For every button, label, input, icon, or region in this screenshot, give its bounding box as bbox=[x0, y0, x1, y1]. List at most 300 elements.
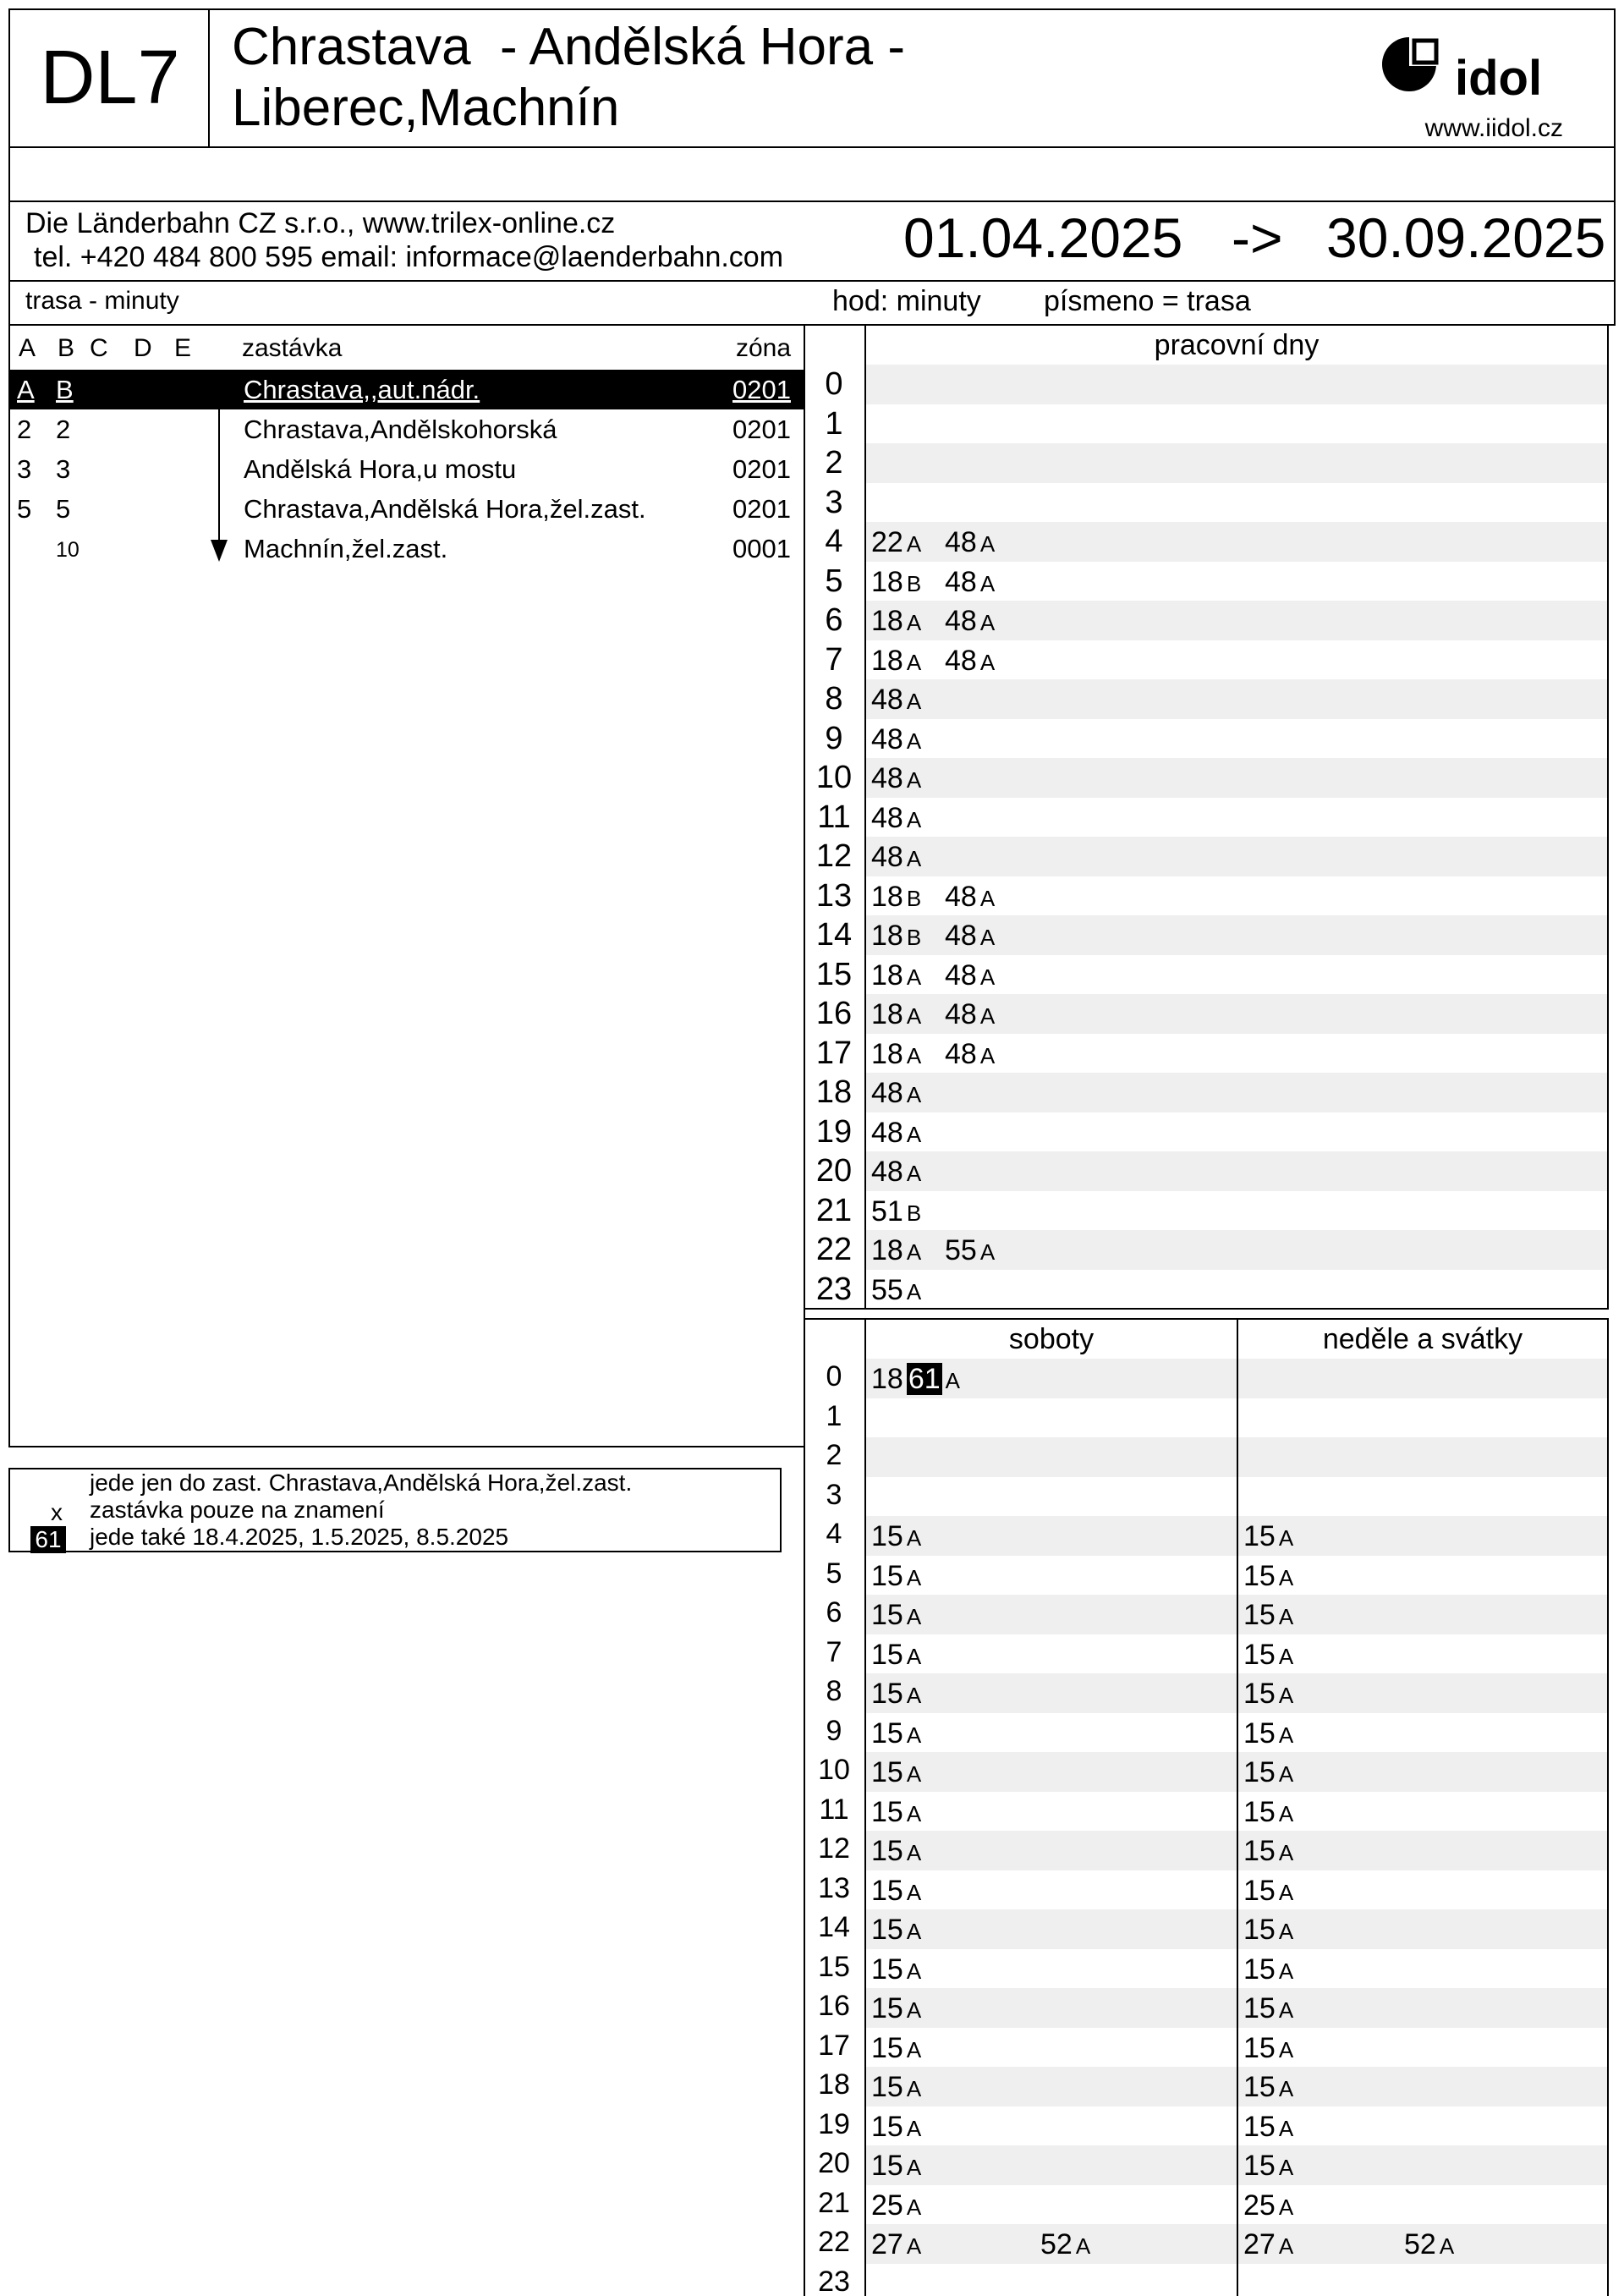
hour-number: 1 bbox=[826, 1399, 842, 1432]
route-letter-c: C bbox=[90, 334, 108, 362]
saturday-cells bbox=[871, 1713, 1235, 1753]
departure-route: A bbox=[906, 1564, 922, 1590]
departure-route: A bbox=[906, 728, 922, 754]
departure-route: A bbox=[906, 1722, 922, 1748]
hour-row bbox=[805, 522, 1607, 562]
hour-number: 15 bbox=[818, 1950, 850, 1983]
departure-route: A bbox=[979, 1239, 996, 1265]
departure bbox=[871, 1520, 921, 1553]
departure-minute: 15 bbox=[1243, 1559, 1276, 1592]
departure bbox=[871, 723, 921, 756]
departure bbox=[871, 1117, 921, 1150]
hour-row bbox=[805, 1949, 1607, 1989]
route-letter-a: A bbox=[19, 334, 36, 362]
stop-time-b: 3 bbox=[56, 454, 71, 484]
departure-route: A bbox=[906, 1683, 922, 1708]
departure-minute: 15 bbox=[1243, 1835, 1276, 1867]
hour-number: 22 bbox=[818, 2226, 850, 2258]
departure-route: A bbox=[1278, 1683, 1294, 1708]
route-title-line2: Liberec,Machnín bbox=[232, 79, 620, 137]
departure bbox=[1243, 1914, 1293, 1947]
departure-route: A bbox=[906, 1161, 922, 1186]
departure-minute: 15 bbox=[1243, 1953, 1276, 1986]
hour-row bbox=[805, 1151, 1607, 1191]
departure bbox=[871, 605, 921, 638]
weekday-title: pracovní dny bbox=[1154, 329, 1320, 361]
departure bbox=[1243, 2111, 1293, 2144]
departure-minute: 15 bbox=[871, 1638, 903, 1671]
departure-minute: 15 bbox=[1243, 1678, 1276, 1710]
stop-zone: 0201 bbox=[732, 415, 791, 444]
hour-number: 12 bbox=[818, 1832, 850, 1865]
hour-number: 15 bbox=[815, 956, 853, 992]
blank-row bbox=[8, 146, 1616, 202]
departure bbox=[1243, 1992, 1293, 2025]
departure-route: A bbox=[906, 846, 922, 871]
sunday-cells bbox=[1243, 1634, 1605, 1674]
departure bbox=[871, 1560, 921, 1593]
departure bbox=[871, 762, 921, 795]
departure-minute: 15 bbox=[871, 1559, 903, 1592]
stop-time-b: 2 bbox=[56, 415, 71, 444]
departure-minute: 18 bbox=[871, 920, 903, 952]
hour-row bbox=[805, 1713, 1607, 1753]
departure-route: A bbox=[979, 1003, 996, 1029]
hour-row bbox=[805, 798, 1607, 838]
departure bbox=[871, 1756, 921, 1789]
stop-zone: 0201 bbox=[732, 494, 791, 524]
departure-minute: 15 bbox=[871, 2071, 903, 2103]
departure-route: A bbox=[906, 1082, 922, 1107]
departure-minute: 48 bbox=[871, 1116, 903, 1149]
sunday-cells bbox=[1243, 2067, 1605, 2106]
departure-cells bbox=[871, 404, 1599, 444]
departure bbox=[1040, 2228, 1090, 2261]
departure-route: A bbox=[906, 1958, 922, 1984]
departure-minute: 55 bbox=[945, 1234, 977, 1266]
hour-row bbox=[805, 876, 1607, 916]
departure bbox=[871, 566, 921, 599]
stop-row[interactable] bbox=[8, 409, 805, 449]
hour-row bbox=[805, 758, 1607, 798]
line-code: DL7 bbox=[40, 36, 180, 120]
departure bbox=[1243, 1678, 1293, 1711]
route-line bbox=[218, 409, 220, 552]
hour-number: 6 bbox=[826, 1596, 842, 1629]
departure-minute: 48 bbox=[871, 801, 903, 834]
departure-minute: 27 bbox=[871, 2228, 903, 2260]
departure-minute: 48 bbox=[871, 762, 903, 794]
legend-text: jede jen do zast. Chrastava,Andělská Hora,žel.zast. bbox=[90, 1469, 633, 1496]
departure-route: A bbox=[906, 1919, 922, 1944]
hour-number: 10 bbox=[818, 1754, 850, 1786]
hour-number: 19 bbox=[818, 2107, 850, 2140]
departure bbox=[1243, 1717, 1293, 1750]
departure-route: A bbox=[906, 1761, 922, 1787]
hour-number: 3 bbox=[825, 484, 843, 520]
departure-minute: 52 bbox=[1040, 2228, 1073, 2260]
departure-note-badge: 61 bbox=[908, 1363, 941, 1395]
departure bbox=[871, 998, 921, 1031]
departure-minute: 15 bbox=[871, 1520, 903, 1552]
departure-route: A bbox=[979, 1042, 996, 1068]
stop-name: Chrastava,,aut.nádr. bbox=[244, 375, 480, 404]
departure bbox=[871, 2111, 921, 2144]
departure bbox=[1243, 2032, 1293, 2065]
hour-row bbox=[805, 1437, 1607, 1477]
sunday-cells bbox=[1243, 1673, 1605, 1713]
hour-number: 2 bbox=[826, 1439, 842, 1471]
departure-minute: 48 bbox=[871, 1156, 903, 1188]
departure-route: A bbox=[979, 649, 996, 675]
departure bbox=[945, 645, 995, 678]
departure-route: A bbox=[1278, 2036, 1294, 2063]
hour-number: 4 bbox=[826, 1518, 842, 1550]
departure bbox=[871, 2189, 921, 2222]
saturday-title: soboty bbox=[1008, 1323, 1095, 1355]
stop-row[interactable] bbox=[8, 529, 805, 569]
subheader-letter-route: písmeno = trasa bbox=[1044, 285, 1251, 317]
departure-minute: 18 bbox=[871, 1234, 903, 1266]
departure-route: A bbox=[906, 1278, 922, 1305]
saturday-cells bbox=[871, 1516, 1235, 1556]
departure-route: A bbox=[906, 1643, 922, 1669]
hour-row bbox=[805, 994, 1607, 1034]
stop-row[interactable] bbox=[8, 449, 805, 489]
departure-cells bbox=[871, 365, 1599, 404]
saturday-cells bbox=[871, 1437, 1235, 1477]
hour-number: 13 bbox=[818, 1871, 850, 1904]
hour-number: 17 bbox=[815, 1035, 853, 1071]
departure-minute: 48 bbox=[945, 526, 977, 558]
departure-route: A bbox=[906, 1604, 922, 1629]
saturday-cells bbox=[871, 1595, 1235, 1634]
hour-row bbox=[805, 365, 1607, 404]
hour-number: 22 bbox=[815, 1232, 853, 1267]
departure-minute: 15 bbox=[1243, 1914, 1276, 1946]
route-arrow-icon bbox=[211, 540, 228, 562]
departure-route: A bbox=[1278, 1564, 1294, 1590]
departure bbox=[1243, 1560, 1293, 1593]
departure-route: B bbox=[906, 1200, 922, 1226]
departure-route: A bbox=[979, 885, 996, 911]
stop-row[interactable] bbox=[8, 489, 805, 529]
hour-row bbox=[805, 1191, 1607, 1231]
route-letter-d: D bbox=[134, 334, 152, 362]
hour-number: 21 bbox=[815, 1192, 853, 1228]
hour-number: 0 bbox=[826, 1360, 842, 1392]
sunday-title: neděle a svátky bbox=[1322, 1323, 1523, 1355]
saturday-cells bbox=[871, 1949, 1235, 1989]
departure-minute: 15 bbox=[1243, 1717, 1276, 1749]
hour-number: 16 bbox=[815, 996, 853, 1031]
departure bbox=[871, 881, 921, 914]
hour-row bbox=[805, 443, 1607, 483]
saturday-cells bbox=[871, 1477, 1235, 1517]
departure-minute: 18 bbox=[871, 1363, 903, 1395]
hour-number: 18 bbox=[818, 2068, 850, 2101]
weekday-timetable bbox=[804, 324, 1609, 1310]
hour-row bbox=[805, 1112, 1607, 1152]
departure-minute: 18 bbox=[871, 1037, 903, 1070]
departure-cells bbox=[871, 1112, 1599, 1152]
departure-route: A bbox=[906, 1239, 922, 1265]
departure bbox=[871, 1038, 921, 1071]
departure-minute: 15 bbox=[871, 1795, 903, 1828]
subheader-hour-minutes: hod: minuty bbox=[832, 285, 981, 317]
hour-number: 8 bbox=[826, 1675, 842, 1707]
departure bbox=[871, 1156, 921, 1189]
saturday-cells bbox=[871, 1831, 1235, 1870]
legend-box bbox=[8, 1468, 782, 1552]
departure-cells bbox=[871, 758, 1599, 798]
departure-route: A bbox=[1278, 2155, 1294, 2180]
saturday-cells bbox=[871, 1359, 1235, 1398]
departure-minute: 15 bbox=[871, 1914, 903, 1946]
hour-number: 7 bbox=[826, 1635, 842, 1668]
departure bbox=[871, 1717, 921, 1750]
departure-minute: 48 bbox=[945, 958, 977, 991]
hour-row bbox=[805, 483, 1607, 523]
departure bbox=[871, 2150, 921, 2183]
departure-cells bbox=[871, 876, 1599, 916]
route-letter-e: E bbox=[174, 334, 192, 362]
departure bbox=[1243, 1835, 1293, 1868]
sunday-cells bbox=[1243, 1398, 1605, 1438]
sunday-cells bbox=[1243, 1792, 1605, 1832]
departure-minute: 15 bbox=[871, 1678, 903, 1710]
hour-number: 12 bbox=[815, 838, 853, 874]
departure bbox=[871, 684, 921, 717]
departure-route: A bbox=[1278, 1879, 1294, 1905]
hour-number: 18 bbox=[815, 1074, 853, 1110]
hour-row bbox=[805, 1673, 1607, 1713]
hour-row bbox=[805, 719, 1607, 759]
sunday-cells bbox=[1243, 2264, 1605, 2296]
departure-route: A bbox=[1278, 1800, 1294, 1826]
departure-minute: 48 bbox=[871, 1077, 903, 1109]
departure-route: A bbox=[1075, 2233, 1091, 2259]
sunday-cells bbox=[1243, 1752, 1605, 1792]
subheader-route-minutes: trasa - minuty bbox=[25, 287, 179, 315]
departure-cells bbox=[871, 955, 1599, 995]
departure-route: A bbox=[906, 2036, 922, 2063]
saturday-cells bbox=[871, 1909, 1235, 1949]
departure-route: A bbox=[906, 689, 922, 714]
hour-row bbox=[805, 562, 1607, 601]
hour-row bbox=[805, 1477, 1607, 1517]
departure bbox=[871, 1953, 921, 1986]
hour-row bbox=[805, 1034, 1607, 1074]
hour-row bbox=[805, 1556, 1607, 1596]
departure-minute: 15 bbox=[1243, 1638, 1276, 1671]
departure-cells bbox=[871, 915, 1599, 955]
departure bbox=[945, 1234, 995, 1267]
departure-minute: 15 bbox=[871, 1874, 903, 1907]
hour-number: 2 bbox=[825, 445, 843, 481]
hour-row bbox=[805, 2264, 1607, 2296]
departure-route: B bbox=[906, 570, 922, 596]
departure bbox=[1243, 1639, 1293, 1672]
sunday-cells bbox=[1243, 1988, 1605, 2028]
hour-row bbox=[805, 1909, 1607, 1949]
departure-minute: 48 bbox=[945, 998, 977, 1030]
sunday-cells bbox=[1243, 1359, 1605, 1398]
departure bbox=[871, 1992, 921, 2025]
departure-minute: 18 bbox=[871, 565, 903, 598]
subheader bbox=[8, 280, 1616, 326]
sunday-cells bbox=[1243, 1516, 1605, 1556]
idol-logo-icon bbox=[1377, 29, 1572, 105]
hour-row bbox=[805, 1230, 1607, 1270]
departure bbox=[1243, 1796, 1293, 1829]
saturday-cells bbox=[871, 1634, 1235, 1674]
departure bbox=[871, 841, 921, 874]
departure-minute: 15 bbox=[1243, 1874, 1276, 1907]
departure bbox=[871, 526, 921, 559]
sunday-cells bbox=[1243, 2224, 1605, 2264]
hour-number: 14 bbox=[818, 1911, 850, 1943]
stop-time-b: 5 bbox=[56, 494, 71, 524]
logo-text: idol bbox=[1455, 51, 1543, 105]
hour-row bbox=[805, 2224, 1607, 2264]
departure bbox=[945, 881, 995, 914]
departure-route: A bbox=[979, 925, 996, 950]
legend-row bbox=[10, 1497, 780, 1524]
departure bbox=[945, 526, 995, 559]
departure-minute: 18 bbox=[871, 644, 903, 677]
departure-route: A bbox=[945, 1368, 960, 1393]
operator-line1: Die Länderbahn CZ s.r.o., www.trilex-online.cz bbox=[25, 207, 616, 239]
departure-minute: 18 bbox=[871, 958, 903, 991]
departure-route: B bbox=[906, 885, 922, 911]
departure bbox=[871, 1234, 921, 1267]
saturday-cells bbox=[871, 2106, 1235, 2146]
hour-number: 20 bbox=[818, 2147, 850, 2179]
departure-route: A bbox=[1278, 1958, 1294, 1984]
hour-number: 17 bbox=[818, 2029, 850, 2062]
hour-number: 4 bbox=[825, 524, 843, 559]
departure-route: A bbox=[906, 2233, 922, 2259]
sunday-cells bbox=[1243, 1831, 1605, 1870]
departure-minute: 15 bbox=[871, 1717, 903, 1749]
hour-row bbox=[805, 404, 1607, 444]
date-arrow: -> bbox=[1232, 206, 1283, 269]
departure-minute: 15 bbox=[1243, 2071, 1276, 2103]
departure-minute: 48 bbox=[945, 644, 977, 677]
departure-cells bbox=[871, 601, 1599, 640]
hour-row bbox=[805, 1595, 1607, 1634]
saturday-cells bbox=[871, 1870, 1235, 1910]
departure bbox=[871, 2228, 921, 2261]
sunday-cells bbox=[1243, 2106, 1605, 2146]
departure-minute: 15 bbox=[871, 1599, 903, 1631]
departure-route: A bbox=[906, 1840, 922, 1865]
stop-name: Chrastava,Andělskohorská bbox=[244, 415, 557, 444]
departure-cells bbox=[871, 562, 1599, 601]
stop-zone: 0001 bbox=[732, 534, 791, 563]
weekend-timetable bbox=[804, 1318, 1609, 2296]
hour-number: 7 bbox=[825, 641, 843, 678]
departure-minute: 15 bbox=[871, 1756, 903, 1788]
departure-route: A bbox=[979, 570, 996, 596]
stop-time-b: B bbox=[56, 375, 74, 404]
hour-number: 16 bbox=[818, 1990, 850, 2022]
departure bbox=[871, 1363, 960, 1396]
valid-to-date: 30.09.2025 bbox=[1326, 206, 1606, 269]
stop-name: Andělská Hora,u mostu bbox=[244, 454, 517, 484]
departure-route: A bbox=[1278, 2076, 1294, 2101]
hour-row bbox=[805, 2185, 1607, 2225]
departure bbox=[945, 605, 995, 638]
saturday-cells bbox=[871, 2145, 1235, 2185]
hour-row bbox=[805, 601, 1607, 640]
hour-number: 23 bbox=[818, 2265, 850, 2296]
departure-cells bbox=[871, 1270, 1599, 1310]
departure-cells bbox=[871, 994, 1599, 1034]
departure-minute: 15 bbox=[1243, 1992, 1276, 2024]
departure bbox=[1243, 1599, 1293, 1632]
departure-route: A bbox=[1278, 1840, 1294, 1865]
saturday-cells bbox=[871, 1398, 1235, 1438]
stop-name: Chrastava,Andělská Hora,žel.zast. bbox=[244, 494, 646, 524]
stop-row[interactable] bbox=[8, 370, 805, 409]
saturday-cells bbox=[871, 1673, 1235, 1713]
departure-route: A bbox=[906, 806, 922, 832]
departure-route: A bbox=[906, 2155, 922, 2180]
departure-minute: 15 bbox=[1243, 2031, 1276, 2064]
departure-cells bbox=[871, 837, 1599, 876]
departure-route: A bbox=[1278, 1722, 1294, 1748]
hour-row bbox=[805, 837, 1607, 876]
departure-minute: 25 bbox=[871, 2189, 903, 2222]
departure-cells bbox=[871, 640, 1599, 680]
hour-number: 14 bbox=[815, 917, 853, 953]
hour-row bbox=[805, 2106, 1607, 2146]
departure-minute: 27 bbox=[1243, 2228, 1276, 2260]
departure-minute: 25 bbox=[1243, 2189, 1276, 2222]
sunday-cells bbox=[1243, 2185, 1605, 2225]
sunday-cells bbox=[1243, 1870, 1605, 1910]
departure-minute: 18 bbox=[871, 605, 903, 637]
sunday-cells bbox=[1243, 1949, 1605, 1989]
departure-route: A bbox=[906, 1042, 922, 1068]
departure-minute: 55 bbox=[871, 1273, 903, 1306]
departure-cells bbox=[871, 798, 1599, 838]
legend-text: zastávka pouze na znamení bbox=[90, 1497, 385, 1523]
departure-cells bbox=[871, 1034, 1599, 1074]
departure bbox=[1243, 1875, 1293, 1908]
departure bbox=[1243, 2189, 1293, 2222]
line-code-box bbox=[8, 8, 210, 148]
hour-row bbox=[805, 1270, 1607, 1310]
departure-minute: 48 bbox=[871, 841, 903, 873]
legend-symbol: 61 bbox=[30, 1526, 66, 1553]
logo-url[interactable]: www.iidol.cz bbox=[1424, 114, 1563, 142]
hour-number: 13 bbox=[815, 877, 853, 914]
sunday-cells bbox=[1243, 1477, 1605, 1517]
departure-cells bbox=[871, 1073, 1599, 1112]
departure bbox=[871, 1639, 921, 1672]
hour-row bbox=[805, 1516, 1607, 1556]
hour-row bbox=[805, 1792, 1607, 1832]
departure-route: A bbox=[906, 1879, 922, 1905]
departure bbox=[1243, 1756, 1293, 1789]
legend-row bbox=[10, 1469, 780, 1497]
route-letter-b: B bbox=[58, 334, 75, 362]
departure bbox=[871, 959, 921, 992]
stop-zone: 0201 bbox=[732, 375, 791, 404]
